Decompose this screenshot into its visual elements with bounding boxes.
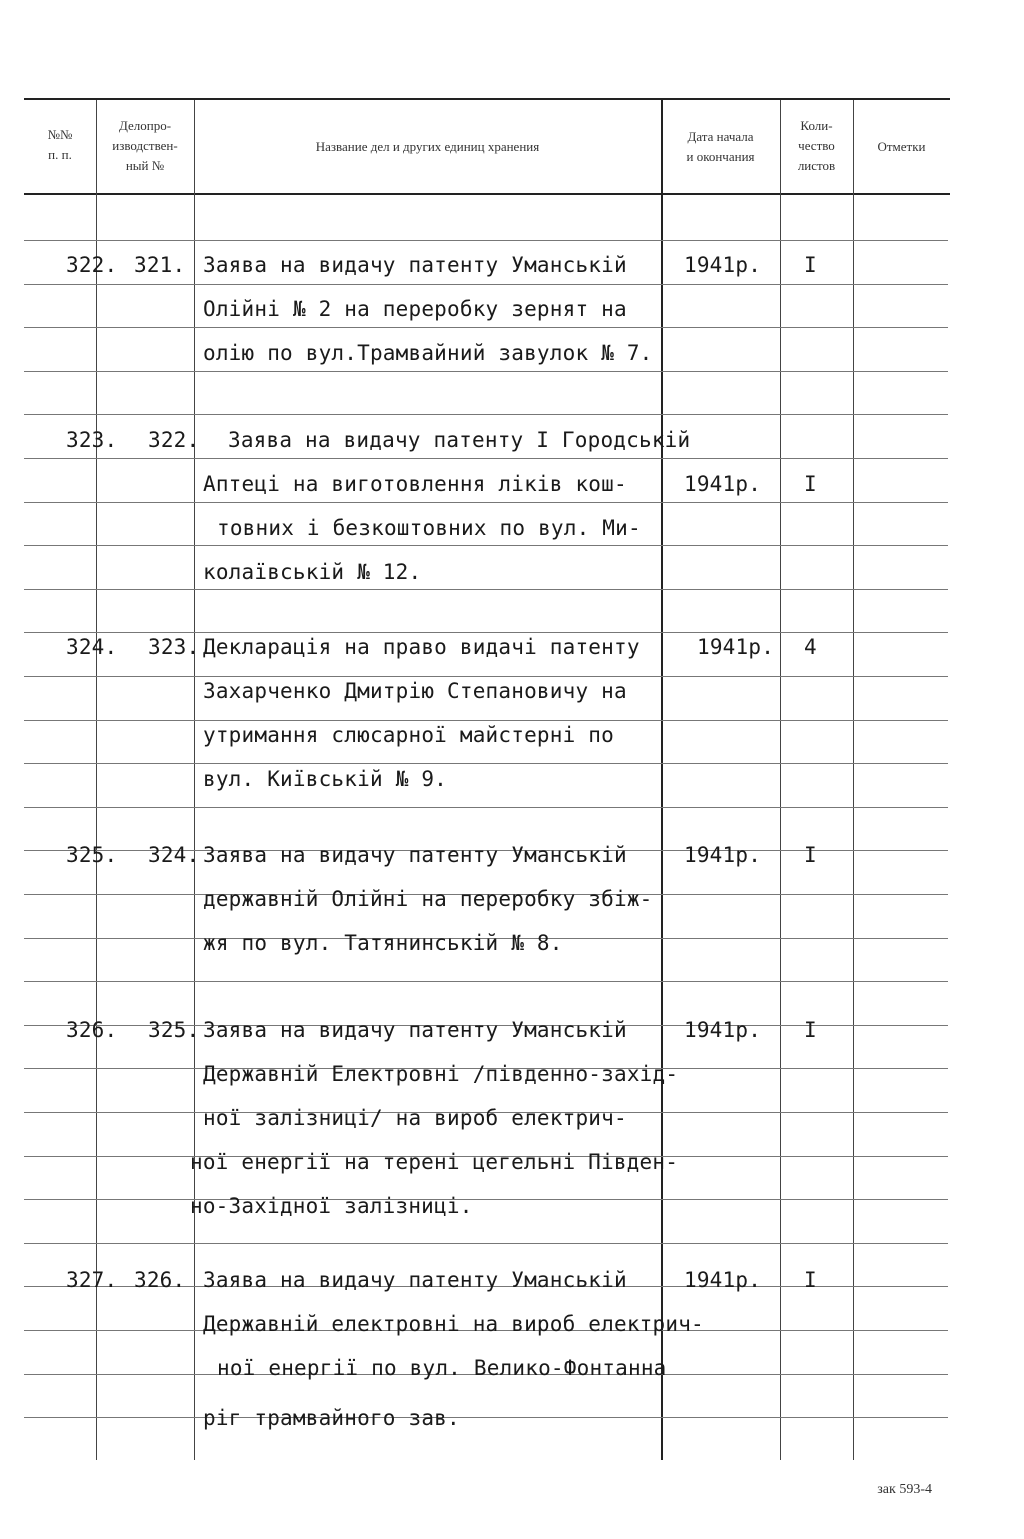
entry-title-line: ної енергії по вул. Велико-Фонтанна	[217, 1356, 667, 1380]
entry-number: 324.	[66, 635, 118, 659]
ruled-line	[24, 1417, 948, 1418]
ruled-line	[24, 545, 948, 546]
entry-office-number: 322.	[148, 428, 200, 452]
column-divider	[661, 100, 663, 1460]
entry-office-number: 324.	[148, 843, 200, 867]
entry-title-line: Заява на видачу патенту Уманській	[203, 253, 627, 277]
entry-title-line: утримання слюсарної майстерні по	[203, 723, 614, 747]
entry-title-line: Заява на видачу патенту I Городській	[228, 428, 691, 452]
entry-title-line: Заява на видачу патенту Уманській	[203, 1268, 627, 1292]
header-bottom-rule	[24, 193, 950, 195]
header-sheet-count: Коли- чество листов	[797, 118, 836, 173]
ruled-line	[24, 676, 948, 677]
entry-title-line: но-Західної залізниці.	[190, 1194, 473, 1218]
entry-title-line: олію по вул.Трамвайний завулок № 7.	[203, 341, 653, 365]
entry-date: 1941р.	[684, 472, 762, 496]
entry-sheet-count: I	[804, 1268, 817, 1292]
column-divider	[96, 100, 97, 1460]
ruled-line	[24, 414, 948, 415]
entry-number: 323.	[66, 428, 118, 452]
header-number: №№ п. п.	[47, 127, 73, 162]
header-title: Название дел и других единиц хранения	[315, 139, 540, 154]
entry-sheet-count: I	[804, 843, 817, 867]
entry-title-line: ріг трамвайного зав.	[203, 1406, 460, 1430]
entry-date: 1941р.	[684, 1018, 762, 1042]
entry-title-line: Аптеці на виготовлення ліків кош-	[203, 472, 627, 496]
ruled-line	[24, 284, 948, 285]
entry-office-number: 325.	[148, 1018, 200, 1042]
entry-title-line: Олійні № 2 на переробку зернят на	[203, 297, 627, 321]
header-dates: Дата начала и окончания	[686, 129, 755, 164]
ruled-line	[24, 240, 948, 241]
ruled-line	[24, 1243, 948, 1244]
column-divider	[194, 100, 195, 1460]
entry-date: 1941р.	[684, 1268, 762, 1292]
entry-office-number: 326.	[134, 1268, 186, 1292]
entry-title-line: державній Олійні на переробку збіж-	[203, 887, 653, 911]
entry-title-line: Заява на видачу патенту Уманській	[203, 1018, 627, 1042]
entry-title-line: Державній Електровні /південно-захід-	[203, 1062, 679, 1086]
entry-title-line: колаївській № 12.	[203, 560, 422, 584]
entry-sheet-count: I	[804, 1018, 817, 1042]
entry-date: 1941р.	[684, 253, 762, 277]
entry-title-line: товних і безкоштовних по вул. Ми-	[217, 516, 641, 540]
entry-number: 325.	[66, 843, 118, 867]
entry-office-number: 323.	[148, 635, 200, 659]
entry-number: 322.	[66, 253, 118, 277]
ruled-line	[24, 1199, 948, 1200]
entry-title-line: вул. Київській № 9.	[203, 767, 448, 791]
header-office-number: Делопро- изводствен- ный №	[112, 118, 178, 173]
header-notes: Отметки	[877, 139, 926, 154]
ruled-line	[24, 763, 948, 764]
ruled-line	[24, 807, 948, 808]
ruled-line	[24, 981, 948, 982]
ruled-line	[24, 720, 948, 721]
entry-title-line: Заява на видачу патенту Уманській	[203, 843, 627, 867]
entry-number: 326.	[66, 1018, 118, 1042]
entry-date: 1941р.	[697, 635, 775, 659]
entry-date: 1941р.	[684, 843, 762, 867]
column-divider	[853, 100, 854, 1460]
entry-sheet-count: I	[804, 472, 817, 496]
table-top-rule	[24, 98, 950, 100]
entry-sheet-count: 4	[804, 635, 817, 659]
column-divider	[780, 100, 781, 1460]
print-order-code: зак 593-4	[877, 1482, 932, 1497]
entry-title-line: жя по вул. Татянинській № 8.	[203, 931, 563, 955]
entry-sheet-count: I	[804, 253, 817, 277]
ruled-line	[24, 371, 948, 372]
ruled-line	[24, 327, 948, 328]
entry-title-line: Захарченко Дмитрію Степановичу на	[203, 679, 627, 703]
ruled-line	[24, 632, 948, 633]
ruled-line	[24, 458, 948, 459]
entry-number: 327.	[66, 1268, 118, 1292]
entry-title-line: ної енергії на терені цегельні Півден-	[190, 1150, 679, 1174]
entry-title-line: Декларація на право видачі патенту	[203, 635, 640, 659]
ruled-line	[24, 502, 948, 503]
ruled-line	[24, 589, 948, 590]
entry-office-number: 321.	[134, 253, 186, 277]
entry-title-line: Державній електровні на вироб електрич-	[203, 1312, 704, 1336]
entry-title-line: ної залізниці/ на вироб електрич-	[203, 1106, 627, 1130]
